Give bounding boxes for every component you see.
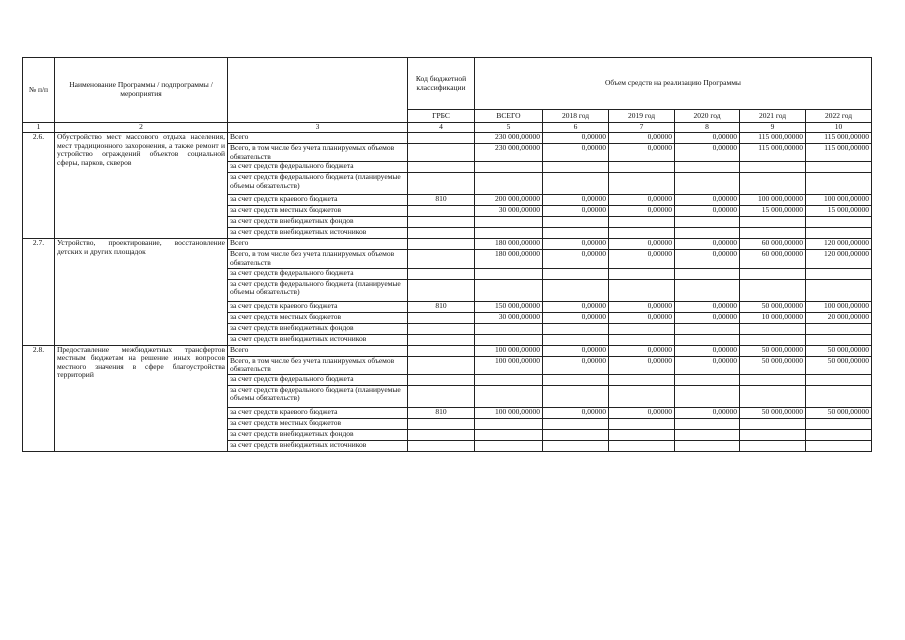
year-amount: 0,00000 bbox=[543, 250, 609, 268]
total-amount bbox=[475, 173, 543, 195]
grbs-code: 810 bbox=[408, 195, 475, 206]
year-amount: 0,00000 bbox=[609, 206, 675, 217]
header-kbk: Код бюджетной классификации bbox=[408, 58, 475, 110]
year-amount bbox=[740, 162, 806, 173]
grbs-code bbox=[408, 356, 475, 374]
year-amount bbox=[609, 268, 675, 279]
year-amount bbox=[543, 334, 609, 345]
funding-source: Всего, в том числе без учета планируемых объемов обязательств bbox=[228, 144, 408, 162]
grbs-code bbox=[408, 312, 475, 323]
total-amount: 230 000,00000 bbox=[475, 133, 543, 144]
year-amount: 0,00000 bbox=[675, 195, 740, 206]
grbs-code bbox=[408, 217, 475, 228]
year-amount bbox=[806, 334, 872, 345]
funding-source: Всего, в том числе без учета планируемых объемов обязательств bbox=[228, 356, 408, 374]
grbs-code bbox=[408, 374, 475, 385]
total-amount: 30 000,00000 bbox=[475, 206, 543, 217]
year-amount bbox=[609, 173, 675, 195]
year-amount: 100 000,00000 bbox=[740, 195, 806, 206]
year-amount: 50 000,00000 bbox=[740, 356, 806, 374]
year-amount: 50 000,00000 bbox=[806, 407, 872, 418]
year-amount bbox=[543, 228, 609, 239]
grbs-code bbox=[408, 144, 475, 162]
year-amount bbox=[543, 440, 609, 451]
column-number: 1 bbox=[23, 123, 55, 133]
grbs-code: 810 bbox=[408, 407, 475, 418]
grbs-code bbox=[408, 173, 475, 195]
year-amount bbox=[609, 217, 675, 228]
grbs-code bbox=[408, 228, 475, 239]
year-amount bbox=[675, 334, 740, 345]
year-amount: 0,00000 bbox=[609, 301, 675, 312]
funding-source: за счет средств внебюджетных фондов bbox=[228, 217, 408, 228]
year-amount: 0,00000 bbox=[609, 239, 675, 250]
year-amount bbox=[806, 279, 872, 301]
grbs-code bbox=[408, 418, 475, 429]
year-amount bbox=[806, 228, 872, 239]
funding-source: за счет средств федерального бюджета bbox=[228, 162, 408, 173]
year-amount bbox=[675, 228, 740, 239]
grbs-code bbox=[408, 268, 475, 279]
header-grbs: ГРБС bbox=[408, 110, 475, 123]
year-amount: 60 000,00000 bbox=[740, 239, 806, 250]
total-amount: 30 000,00000 bbox=[475, 312, 543, 323]
year-amount: 0,00000 bbox=[543, 144, 609, 162]
header-year: 2018 год bbox=[543, 110, 609, 123]
year-amount bbox=[543, 162, 609, 173]
section-number: 2.7. bbox=[23, 239, 55, 345]
total-amount bbox=[475, 279, 543, 301]
year-amount: 50 000,00000 bbox=[740, 301, 806, 312]
year-amount bbox=[609, 228, 675, 239]
grbs-code bbox=[408, 162, 475, 173]
funding-source: за счет средств федерального бюджета (планируемые объемы обязательств) bbox=[228, 173, 408, 195]
funding-source: за счет средств местных бюджетов bbox=[228, 206, 408, 217]
year-amount bbox=[609, 429, 675, 440]
year-amount: 115 000,00000 bbox=[740, 133, 806, 144]
year-amount: 0,00000 bbox=[675, 345, 740, 356]
year-amount: 120 000,00000 bbox=[806, 239, 872, 250]
funding-source: за счет средств федерального бюджета (планируемые объемы обязательств) bbox=[228, 385, 408, 407]
year-amount: 15 000,00000 bbox=[740, 206, 806, 217]
total-amount bbox=[475, 440, 543, 451]
total-amount: 100 000,00000 bbox=[475, 345, 543, 356]
year-amount bbox=[609, 162, 675, 173]
header-name: Наименование Программы / подпрограммы / мероприятия bbox=[55, 58, 228, 123]
year-amount bbox=[543, 385, 609, 407]
column-number: 7 bbox=[609, 123, 675, 133]
header-year: 2020 год bbox=[675, 110, 740, 123]
year-amount bbox=[543, 429, 609, 440]
funding-source: за счет средств федерального бюджета bbox=[228, 268, 408, 279]
year-amount bbox=[740, 429, 806, 440]
header-num: № п/п bbox=[23, 58, 55, 123]
funding-source: за счет средств краевого бюджета bbox=[228, 301, 408, 312]
total-amount bbox=[475, 228, 543, 239]
year-amount bbox=[609, 440, 675, 451]
year-amount bbox=[609, 385, 675, 407]
year-amount: 0,00000 bbox=[609, 345, 675, 356]
year-amount bbox=[806, 217, 872, 228]
year-amount bbox=[543, 374, 609, 385]
year-amount: 0,00000 bbox=[609, 407, 675, 418]
year-amount: 0,00000 bbox=[543, 407, 609, 418]
year-amount: 115 000,00000 bbox=[806, 144, 872, 162]
year-amount: 0,00000 bbox=[543, 312, 609, 323]
year-amount bbox=[609, 374, 675, 385]
total-amount bbox=[475, 429, 543, 440]
funding-source: за счет средств внебюджетных источников bbox=[228, 334, 408, 345]
total-amount: 150 000,00000 bbox=[475, 301, 543, 312]
year-amount bbox=[675, 440, 740, 451]
year-amount bbox=[740, 173, 806, 195]
total-amount: 180 000,00000 bbox=[475, 250, 543, 268]
column-number: 4 bbox=[408, 123, 475, 133]
budget-program-table bbox=[22, 57, 872, 452]
total-amount: 100 000,00000 bbox=[475, 356, 543, 374]
funding-source: за счет средств местных бюджетов bbox=[228, 418, 408, 429]
year-amount bbox=[609, 334, 675, 345]
header-year: 2022 год bbox=[806, 110, 872, 123]
year-amount bbox=[675, 323, 740, 334]
grbs-code bbox=[408, 133, 475, 144]
grbs-code bbox=[408, 206, 475, 217]
grbs-code bbox=[408, 239, 475, 250]
year-amount bbox=[609, 279, 675, 301]
grbs-code bbox=[408, 440, 475, 451]
funding-source: за счет средств местных бюджетов bbox=[228, 312, 408, 323]
grbs-code bbox=[408, 429, 475, 440]
year-amount bbox=[740, 279, 806, 301]
year-amount: 0,00000 bbox=[609, 144, 675, 162]
total-amount: 100 000,00000 bbox=[475, 407, 543, 418]
year-amount: 0,00000 bbox=[675, 312, 740, 323]
year-amount bbox=[675, 173, 740, 195]
year-amount bbox=[543, 323, 609, 334]
year-amount bbox=[543, 217, 609, 228]
funding-source: за счет средств внебюджетных источников bbox=[228, 228, 408, 239]
funding-source: Всего bbox=[228, 345, 408, 356]
year-amount: 0,00000 bbox=[675, 144, 740, 162]
year-amount: 0,00000 bbox=[543, 356, 609, 374]
year-amount: 15 000,00000 bbox=[806, 206, 872, 217]
year-amount: 50 000,00000 bbox=[740, 345, 806, 356]
year-amount bbox=[609, 323, 675, 334]
year-amount: 50 000,00000 bbox=[740, 407, 806, 418]
year-amount bbox=[675, 418, 740, 429]
total-amount bbox=[475, 268, 543, 279]
year-amount: 100 000,00000 bbox=[806, 195, 872, 206]
section-name: Устройство, проектирование, восстановление детских и других площадок bbox=[55, 239, 228, 345]
total-amount: 180 000,00000 bbox=[475, 239, 543, 250]
year-amount bbox=[675, 429, 740, 440]
year-amount: 0,00000 bbox=[609, 250, 675, 268]
year-amount: 115 000,00000 bbox=[806, 133, 872, 144]
year-amount: 0,00000 bbox=[609, 133, 675, 144]
column-number: 3 bbox=[228, 123, 408, 133]
year-amount: 0,00000 bbox=[609, 195, 675, 206]
funding-source: за счет средств краевого бюджета bbox=[228, 195, 408, 206]
total-amount bbox=[475, 334, 543, 345]
year-amount bbox=[740, 268, 806, 279]
year-amount: 0,00000 bbox=[543, 345, 609, 356]
header-year: 2021 год bbox=[740, 110, 806, 123]
header-funding-title: Объем средств на реализацию Программы bbox=[475, 58, 872, 110]
funding-source: за счет средств федерального бюджета (планируемые объемы обязательств) bbox=[228, 279, 408, 301]
year-amount bbox=[543, 418, 609, 429]
year-amount bbox=[543, 268, 609, 279]
year-amount bbox=[740, 228, 806, 239]
year-amount bbox=[740, 418, 806, 429]
year-amount: 120 000,00000 bbox=[806, 250, 872, 268]
section-number: 2.6. bbox=[23, 133, 55, 239]
column-number: 10 bbox=[806, 123, 872, 133]
header-year: 2019 год bbox=[609, 110, 675, 123]
year-amount: 0,00000 bbox=[543, 239, 609, 250]
grbs-code bbox=[408, 250, 475, 268]
header-blank bbox=[228, 58, 408, 123]
total-amount bbox=[475, 323, 543, 334]
funding-source: за счет средств федерального бюджета bbox=[228, 374, 408, 385]
total-amount: 200 000,00000 bbox=[475, 195, 543, 206]
year-amount: 50 000,00000 bbox=[806, 356, 872, 374]
year-amount: 0,00000 bbox=[675, 301, 740, 312]
year-amount bbox=[806, 268, 872, 279]
year-amount bbox=[675, 374, 740, 385]
grbs-code bbox=[408, 334, 475, 345]
grbs-code bbox=[408, 279, 475, 301]
total-amount bbox=[475, 217, 543, 228]
funding-source: Всего, в том числе без учета планируемых объемов обязательств bbox=[228, 250, 408, 268]
year-amount: 0,00000 bbox=[675, 133, 740, 144]
year-amount bbox=[740, 385, 806, 407]
table-row bbox=[23, 133, 872, 144]
year-amount: 0,00000 bbox=[675, 356, 740, 374]
section-name: Обустройство мест массового отдыха населения, мест традиционного захоронения, а также ремонт и устройство ограждений объектов социальной сферы, парков, скверов bbox=[55, 133, 228, 239]
section-number: 2.8. bbox=[23, 345, 55, 451]
column-number: 8 bbox=[675, 123, 740, 133]
year-amount: 0,00000 bbox=[609, 356, 675, 374]
year-amount bbox=[543, 173, 609, 195]
year-amount bbox=[740, 217, 806, 228]
year-amount bbox=[740, 374, 806, 385]
funding-source: за счет средств внебюджетных фондов bbox=[228, 323, 408, 334]
year-amount bbox=[806, 374, 872, 385]
table-row bbox=[23, 239, 872, 250]
year-amount: 0,00000 bbox=[543, 195, 609, 206]
year-amount bbox=[543, 279, 609, 301]
year-amount bbox=[675, 279, 740, 301]
column-number: 6 bbox=[543, 123, 609, 133]
year-amount bbox=[609, 418, 675, 429]
total-amount: 230 000,00000 bbox=[475, 144, 543, 162]
year-amount bbox=[806, 385, 872, 407]
funding-source: Всего bbox=[228, 239, 408, 250]
year-amount bbox=[806, 418, 872, 429]
total-amount bbox=[475, 385, 543, 407]
year-amount: 0,00000 bbox=[675, 250, 740, 268]
year-amount: 10 000,00000 bbox=[740, 312, 806, 323]
year-amount: 50 000,00000 bbox=[806, 345, 872, 356]
funding-source: Всего bbox=[228, 133, 408, 144]
year-amount: 20 000,00000 bbox=[806, 312, 872, 323]
header-total: ВСЕГО bbox=[475, 110, 543, 123]
total-amount bbox=[475, 418, 543, 429]
column-number: 5 bbox=[475, 123, 543, 133]
funding-source: за счет средств внебюджетных источников bbox=[228, 440, 408, 451]
total-amount bbox=[475, 162, 543, 173]
table-row bbox=[23, 345, 872, 356]
year-amount bbox=[675, 268, 740, 279]
year-amount bbox=[675, 217, 740, 228]
year-amount bbox=[806, 162, 872, 173]
column-number: 2 bbox=[55, 123, 228, 133]
year-amount: 115 000,00000 bbox=[740, 144, 806, 162]
total-amount bbox=[475, 374, 543, 385]
year-amount bbox=[740, 440, 806, 451]
grbs-code bbox=[408, 385, 475, 407]
year-amount: 100 000,00000 bbox=[806, 301, 872, 312]
year-amount: 0,00000 bbox=[675, 239, 740, 250]
year-amount bbox=[806, 440, 872, 451]
year-amount bbox=[806, 429, 872, 440]
grbs-code: 810 bbox=[408, 301, 475, 312]
year-amount: 0,00000 bbox=[543, 206, 609, 217]
year-amount bbox=[806, 323, 872, 334]
year-amount bbox=[740, 334, 806, 345]
section-name: Предоставление межбюджетных трансфертов местным бюджетам на решение иных вопросов местного значения в сфере благоустройства территорий bbox=[55, 345, 228, 451]
grbs-code bbox=[408, 345, 475, 356]
year-amount: 0,00000 bbox=[543, 133, 609, 144]
year-amount: 0,00000 bbox=[675, 206, 740, 217]
funding-source: за счет средств краевого бюджета bbox=[228, 407, 408, 418]
year-amount bbox=[806, 173, 872, 195]
year-amount: 0,00000 bbox=[675, 407, 740, 418]
year-amount: 0,00000 bbox=[609, 312, 675, 323]
year-amount: 60 000,00000 bbox=[740, 250, 806, 268]
year-amount bbox=[675, 162, 740, 173]
column-number: 9 bbox=[740, 123, 806, 133]
grbs-code bbox=[408, 323, 475, 334]
year-amount bbox=[740, 323, 806, 334]
year-amount bbox=[675, 385, 740, 407]
funding-source: за счет средств внебюджетных фондов bbox=[228, 429, 408, 440]
year-amount: 0,00000 bbox=[543, 301, 609, 312]
